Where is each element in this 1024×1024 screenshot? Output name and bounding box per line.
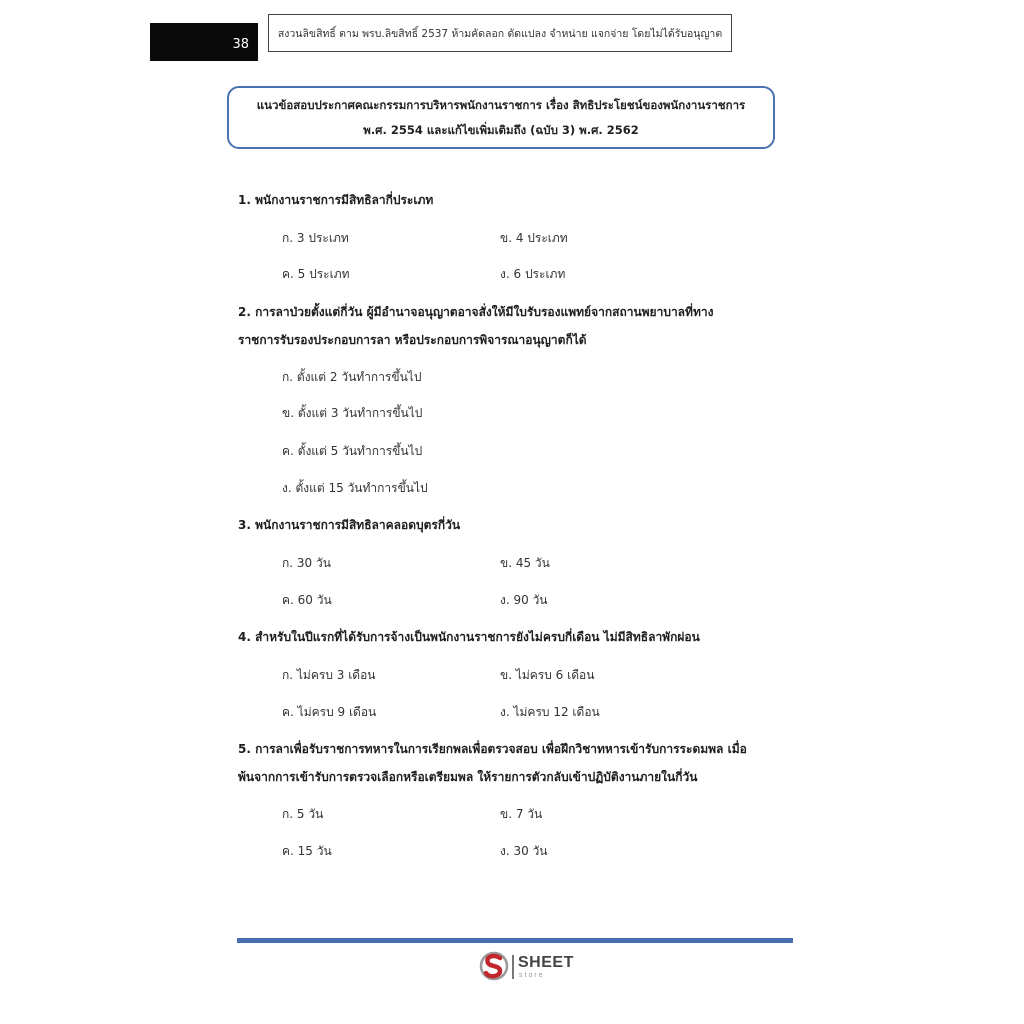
title-line-1: แนวข้อสอบประกาศคณะกรรมการบริหารพนักงานราชการ เรื่อง สิทธิประโยชน์ของพนักงานราชการ xyxy=(256,97,746,112)
question-1-option-a: ก. 3 ประเภท xyxy=(282,231,349,245)
question-1-option-d: ง. 6 ประเภท xyxy=(500,267,566,281)
question-3-option-b: ข. 45 วัน xyxy=(500,556,550,570)
question-5-option-d: ง. 30 วัน xyxy=(500,844,548,858)
question-3: 3. พนักงานราชการมีสิทธิลาคลอดบุตรกี่วัน xyxy=(238,518,461,532)
sheet-store-logo-icon xyxy=(479,950,509,982)
page-number-box xyxy=(150,23,258,61)
question-4-option-a: ก. ไม่ครบ 3 เดือน xyxy=(282,668,376,682)
question-2-option-c: ค. ตั้งแต่ 5 วันทำการขึ้นไป xyxy=(282,444,423,458)
question-4-option-d: ง. ไม่ครบ 12 เดือน xyxy=(500,705,600,719)
question-5-option-a: ก. 5 วัน xyxy=(282,807,324,821)
question-5-line-1: 5. การลาเพื่อรับราชการทหารในการเรียกพลเพื่อตรวจสอบ เพื่อฝึกวิชาทหารเข้ารับการระดมพล เมื่อ xyxy=(238,742,747,756)
question-3-option-c: ค. 60 วัน xyxy=(282,593,332,607)
sheet-store-logo xyxy=(479,950,589,984)
question-3-option-a: ก. 30 วัน xyxy=(282,556,331,570)
question-4-option-b: ข. ไม่ครบ 6 เดือน xyxy=(500,668,595,682)
document-title xyxy=(227,86,775,149)
footer-divider xyxy=(237,938,793,943)
question-5-line-2: พ้นจากการเข้ารับการตรวจเลือกหรือเตรียมพล ให้รายการตัวกลับเข้าปฏิบัติงานภายในกี่วัน xyxy=(238,770,698,784)
question-4-option-c: ค. ไม่ครบ 9 เดือน xyxy=(282,705,377,719)
question-1: 1. พนักงานราชการมีสิทธิลากี่ประเภท xyxy=(238,193,434,207)
question-4: 4. สำหรับในปีแรกที่ได้รับการจ้างเป็นพนักงานราชการยังไม่ครบกี่เดือน ไม่มีสิทธิลาพักผ่อน xyxy=(238,630,700,644)
question-5-option-c: ค. 15 วัน xyxy=(282,844,332,858)
title-line-2: พ.ศ. 2554 และแก้ไขเพิ่มเติมถึง (ฉบับ 3) พ.ศ. 2562 xyxy=(363,122,639,137)
logo-subtext: store xyxy=(519,972,545,979)
question-2-option-b: ข. ตั้งแต่ 3 วันทำการขึ้นไป xyxy=(282,406,423,420)
question-2-line-1: 2. การลาป่วยตั้งแต่กี่วัน ผู้มีอำนาจอนุญาตอาจสั่งให้มีใบรับรองแพทย์จากสถานพยาบาลที่ทาง xyxy=(238,305,714,319)
copyright-notice: สงวนลิขสิทธิ์ ตาม พรบ.ลิขสิทธิ์ 2537 ห้ามคัดลอก ดัดแปลง จำหน่าย แจกจ่าย โดยไม่ได้รับอนุญาต xyxy=(268,14,732,52)
question-1-option-c: ค. 5 ประเภท xyxy=(282,267,350,281)
logo-separator xyxy=(512,955,514,979)
question-1-option-b: ข. 4 ประเภท xyxy=(500,231,568,245)
question-2-option-a: ก. ตั้งแต่ 2 วันทำการขึ้นไป xyxy=(282,370,422,384)
question-3-option-d: ง. 90 วัน xyxy=(500,593,548,607)
question-5-option-b: ข. 7 วัน xyxy=(500,807,543,821)
page-number: 38 xyxy=(232,37,249,52)
logo-wordmark: SHEET xyxy=(518,954,574,971)
question-2-line-2: ราชการรับรองประกอบการลา หรือประกอบการพิจารณาอนุญาตก็ได้ xyxy=(238,333,587,347)
question-2-option-d: ง. ตั้งแต่ 15 วันทำการขึ้นไป xyxy=(282,481,428,495)
